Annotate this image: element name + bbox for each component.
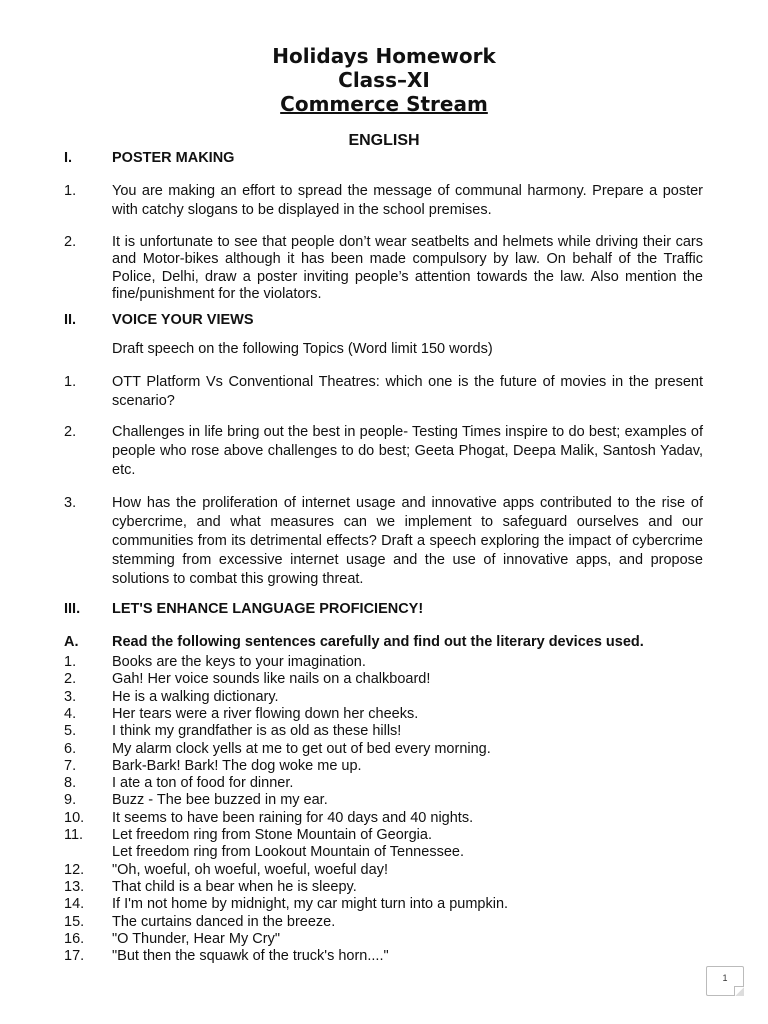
section-numeral: II. bbox=[64, 312, 77, 328]
item-number: 3. bbox=[64, 688, 77, 705]
document-title: Holidays Homework bbox=[272, 44, 496, 68]
item-text: Challenges in life bring out the best in people- Testing Times inspire to do best; examples of people who rose above challenges to do best; Geeta Phogat, Deepa Malik, Santosh Yadav, etc. bbox=[112, 424, 703, 478]
stream-title: Commerce Stream bbox=[280, 92, 488, 116]
item-text: Let freedom ring from Stone Mountain of Georgia. bbox=[112, 827, 432, 843]
item-number: 14. bbox=[64, 896, 85, 913]
item-number: 16. bbox=[64, 930, 85, 947]
subsection-label: A. bbox=[64, 634, 79, 650]
item-text: That child is a bear when he is sleepy. bbox=[112, 878, 357, 895]
section-title: VOICE YOUR VIEWS bbox=[112, 312, 254, 328]
item-number: 1. bbox=[64, 183, 77, 199]
item-text: I think my grandfather is as old as these hills! bbox=[112, 723, 402, 740]
item-number: 1. bbox=[64, 374, 77, 390]
item-number: 13. bbox=[64, 878, 85, 895]
item-text: It is unfortunate to see that people don’t wear seatbelts and helmets while driving their cars and Motor-bikes although it has been made compulsory by law. On behalf of the Traffic Police, Delhi, draw a poster inviting people’s attention towards the law. Also mention the fine/punishment for the violators. bbox=[112, 234, 703, 302]
page-curl-icon bbox=[734, 986, 744, 996]
subject-heading: ENGLISH bbox=[348, 132, 420, 149]
item-text: If I'm not home by midnight, my car might turn into a pumpkin. bbox=[112, 896, 509, 913]
item-text: My alarm clock yells at me to get out of bed every morning. bbox=[112, 740, 491, 757]
item-text: I ate a ton of food for dinner. bbox=[112, 775, 294, 792]
item-number: 9. bbox=[64, 792, 77, 809]
subsection-title: Read the following sentences carefully and find out the literary devices used. bbox=[112, 634, 644, 650]
item-number: 17. bbox=[64, 948, 85, 965]
item-text: Books are the keys to your imagination. bbox=[112, 654, 366, 670]
item-number: 11. bbox=[64, 827, 84, 843]
item-text: Buzz - The bee buzzed in my ear. bbox=[112, 792, 328, 809]
section-title: POSTER MAKING bbox=[112, 150, 235, 166]
item-text: OTT Platform Vs Conventional Theatres: which one is the future of movies in the present scenario? bbox=[112, 374, 703, 409]
item-text: How has the proliferation of internet usage and innovative apps contributed to the rise of cybercrime, and what measures can we implement to safeguard ourselves and our communities from its detrimental effects? Draft a speech exploring the impact of cybercrime stemming from excessive internet usage and the use of innovative apps, and propose solutions to combat this growing threat. bbox=[112, 495, 703, 587]
item-number: 2. bbox=[64, 234, 77, 250]
page-number-box bbox=[706, 966, 744, 996]
item-number: 2. bbox=[64, 671, 77, 688]
item-text: "But then the squawk of the truck's horn...." bbox=[112, 948, 389, 965]
item-text: It seems to have been raining for 40 days and 40 nights. bbox=[112, 809, 474, 826]
item-text: Let freedom ring from Lookout Mountain of Tennessee. bbox=[112, 844, 464, 861]
item-number: 12. bbox=[64, 861, 85, 878]
item-number: 5. bbox=[64, 723, 77, 740]
section-intro: Draft speech on the following Topics (Word limit 150 words) bbox=[112, 341, 493, 357]
section-title: LET'S ENHANCE LANGUAGE PROFICIENCY! bbox=[112, 601, 424, 617]
item-number: 8. bbox=[64, 775, 77, 792]
item-text: Her tears were a river flowing down her cheeks. bbox=[112, 705, 419, 722]
item-text: He is a walking dictionary. bbox=[112, 688, 279, 705]
item-text: "Oh, woeful, oh woeful, woeful, woeful day! bbox=[112, 861, 388, 878]
page-number: 1 bbox=[722, 973, 728, 983]
item-number: 4. bbox=[64, 705, 77, 722]
class-line: Class–XI bbox=[338, 68, 430, 92]
item-text: The curtains danced in the breeze. bbox=[112, 913, 336, 930]
item-number: 10. bbox=[64, 809, 85, 826]
item-text: "O Thunder, Hear My Cry" bbox=[112, 930, 280, 947]
item-text: Gah! Her voice sounds like nails on a chalkboard! bbox=[112, 671, 431, 688]
item-number: 2. bbox=[64, 424, 77, 440]
item-number: 1. bbox=[64, 654, 77, 670]
section-numeral: III. bbox=[64, 601, 81, 617]
item-number: 15. bbox=[64, 913, 85, 930]
item-number: 6. bbox=[64, 740, 77, 757]
item-number: 3. bbox=[64, 495, 77, 511]
item-text: You are making an effort to spread the message of communal harmony. Prepare a poster with catchy slogans to be displayed in the school premises. bbox=[112, 183, 703, 218]
item-text: Bark-Bark! Bark! The dog woke me up. bbox=[112, 757, 362, 774]
item-number: 7. bbox=[64, 757, 77, 774]
section-numeral: I. bbox=[64, 150, 73, 166]
